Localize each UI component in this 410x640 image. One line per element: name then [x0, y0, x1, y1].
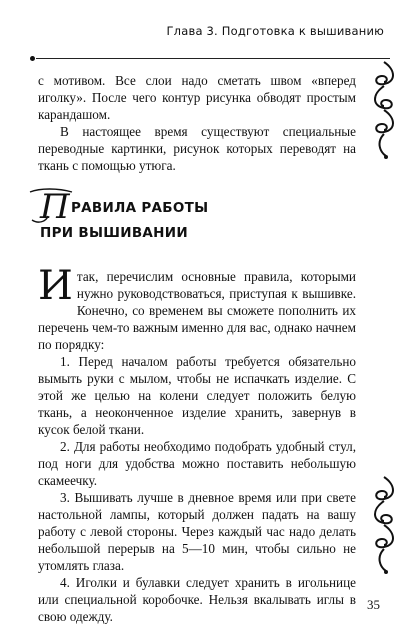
running-header	[36, 10, 386, 58]
section-heading-line1: РАВИЛА РАБОТЫ	[70, 200, 209, 216]
section-heading-line2: ПРИ ВЫШИВАНИИ	[40, 225, 188, 241]
paragraph: В настоящее время существуют специальные переводные картинки, рисунок которых переводят на ткань с помощью утюга.	[38, 124, 356, 173]
intro-paragraph	[38, 263, 356, 353]
header-rule	[36, 58, 390, 59]
flourish-ornament-bottom-right	[366, 475, 402, 575]
rule-paragraph-4: 4. Иголки и булавки следует хранить в игольнице или специальной коробочке. Нельзя вкалывать иглы в свою одежду.	[38, 575, 356, 624]
section-heading-initial: П	[40, 187, 70, 227]
flourish-ornament-top-right	[366, 60, 402, 160]
section-heading	[40, 187, 340, 242]
drop-cap: И	[38, 263, 73, 309]
paragraph: с мотивом. Все слои надо сметать швом «вперед иголку». После чего контур рисунка обводят простым карандашом.	[38, 73, 356, 122]
running-title: Глава 3. Подготовка к вышиванию	[166, 24, 384, 38]
flourish-icon	[366, 60, 402, 160]
rule-paragraph-1: 1. Перед началом работы требуется обязательно вымыть руки с мылом, чтобы не испачкать изделие. С этой же целью на колени следует положить белую ткань, а неоконченное изделие хранить, завернув в кусок белой ткани.	[38, 354, 356, 437]
top-text-block	[38, 72, 356, 174]
flourish-icon	[366, 475, 402, 575]
rule-paragraph-3: 3. Вышивать лучше в дневное время или при свете настольной лампы, который должен падать на вашу работу с левой стороны. Через каждый час надо делать небольшой перерыв на 5—10 мин, чтобы сильно не утомлять глаза.	[38, 490, 356, 573]
rule-paragraph-2: 2. Для работы необходимо подобрать удобный стул, под ноги для удобства можно поставить небольшую скамеечку.	[38, 439, 356, 488]
main-text-block	[38, 263, 356, 625]
page-number: 35	[367, 597, 380, 612]
intro-text: так, перечислим основные правила, которыми нужно руководствоваться, приступая к вышивке. Конечно, со временем вы сможете пополнить их перечень чем-то важным именно для вас, однако начнем по порядку:	[38, 269, 356, 352]
header-rule-dot	[30, 56, 35, 61]
